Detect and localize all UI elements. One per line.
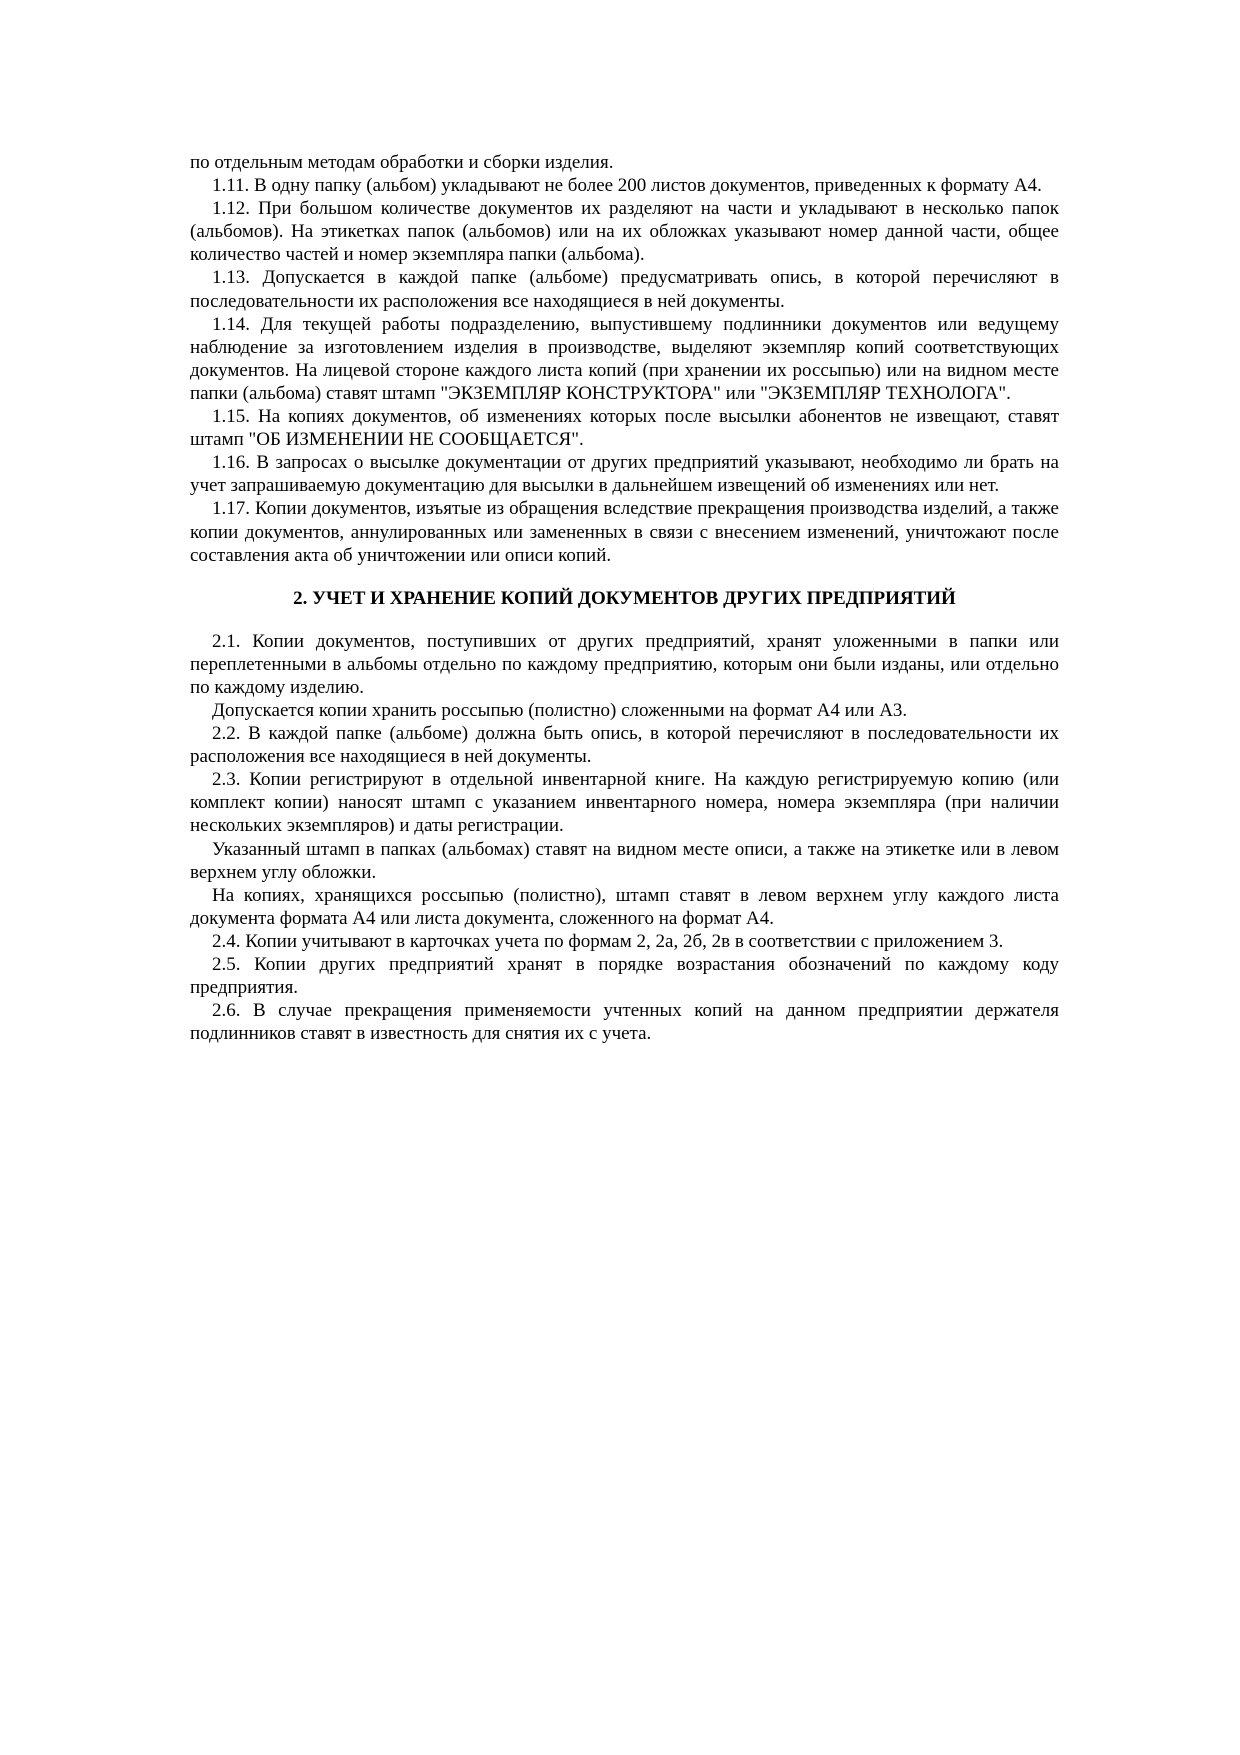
document-body — [190, 151, 1059, 1045]
paragraph-1-16: 1.16. В запросах о высылке документации от других предприятий указывают, необходимо ли брать на учет запрашиваемую документацию для высылки в дальнейшем извещений об изменениях или нет. — [190, 452, 1059, 497]
paragraph-2-2: 2.2. В каждой папке (альбоме) должна быть опись, в которой перечисляют в последовательности их расположения все находящиеся в ней документы. — [190, 723, 1059, 768]
paragraph-2-3-loose-copies: На копиях, хранящихся россыпью (полистно), штамп ставят в левом верхнем углу каждого листа документа формата А4 или листа документа, сложенного на формат А4. — [190, 884, 1059, 929]
paragraph-1-17: 1.17. Копии документов, изъятые из обращения вследствие прекращения производства изделий, а также копии документов, аннулированных или замененных в связи с внесением изменений, уничтожают после составления акта об уничтожении или описи копий. — [190, 498, 1059, 566]
paragraph-2-1-note: Допускается копии хранить россыпью (полистно) сложенными на формат А4 или А3. — [212, 699, 908, 721]
paragraph-2-1: 2.1. Копии документов, поступивших от других предприятий, хранят уложенными в папки или переплетенными в альбомы отдельно по каждому предприятию, которым они были изданы, или отдельно по каждому изделию. — [190, 630, 1059, 698]
paragraph-2-5: 2.5. Копии других предприятий хранят в порядке возрастания обозначений по каждому коду предприятия. — [190, 954, 1059, 999]
paragraph-2-4: 2.4. Копии учитывают в карточках учета по формам 2, 2а, 2б, 2в в соответствии с приложением 3. — [212, 930, 1004, 952]
paragraph-2-6: 2.6. В случае прекращения применяемости учтенных копий на данном предприятии держателя подлинников ставят в известность для снятия их с учета. — [190, 1000, 1059, 1045]
paragraph-1-11: 1.11. В одну папку (альбом) укладывают не более 200 листов документов, приведенных к формату А4. — [212, 175, 1042, 197]
paragraph-1-15: 1.15. На копиях документов, об изменениях которых после высылки абонентов не извещают, ставят штамп "ОБ ИЗМЕНЕНИИ НЕ СООБЩАЕТСЯ". — [190, 406, 1059, 451]
paragraph-1-10-continued: по отдельным методам обработки и сборки изделия. — [190, 152, 614, 173]
paragraph-1-13: 1.13. Допускается в каждой папке (альбоме) предусматривать опись, в которой перечисляют в последовательности их расположения все находящиеся в ней документы. — [190, 267, 1059, 312]
paragraph-1-12: 1.12. При большом количестве документов их разделяют на части и укладывают в несколько папок (альбомов). На этикетках папок (альбомов) или на их обложках указывают номер данной части, общее количество частей и номер экземпляра папки (альбома). — [190, 198, 1059, 266]
section-2-heading: 2. УЧЕТ И ХРАНЕНИЕ КОПИЙ ДОКУМЕНТОВ ДРУГИХ ПРЕДПРИЯТИЙ — [293, 587, 956, 609]
paragraph-2-3: 2.3. Копии регистрируют в отдельной инвентарной книге. На каждую регистрируемую копию (или комплект копии) наносят штамп с указанием инвентарного номера, номера экземпляра (при наличии нескольких экземпляров) и даты регистрации. — [190, 769, 1059, 837]
paragraph-2-3-stamp-location: Указанный штамп в папках (альбомах) ставят на видном месте описи, а также на этикетке или в левом верхнем углу обложки. — [190, 838, 1059, 883]
paragraph-1-14: 1.14. Для текущей работы подразделению, выпустившему подлинники документов или ведущему наблюдение за изготовлением изделия в производстве, выделяют экземпляр копий соответствующих документов. На лицевой стороне каждого листа копий (при хранении их россыпью) или на видном месте папки (альбома) ставят штамп "ЭКЗЕМПЛЯР КОНСТРУКТОРА" или "ЭКЗЕМПЛЯР ТЕХНОЛОГА". — [190, 313, 1059, 404]
